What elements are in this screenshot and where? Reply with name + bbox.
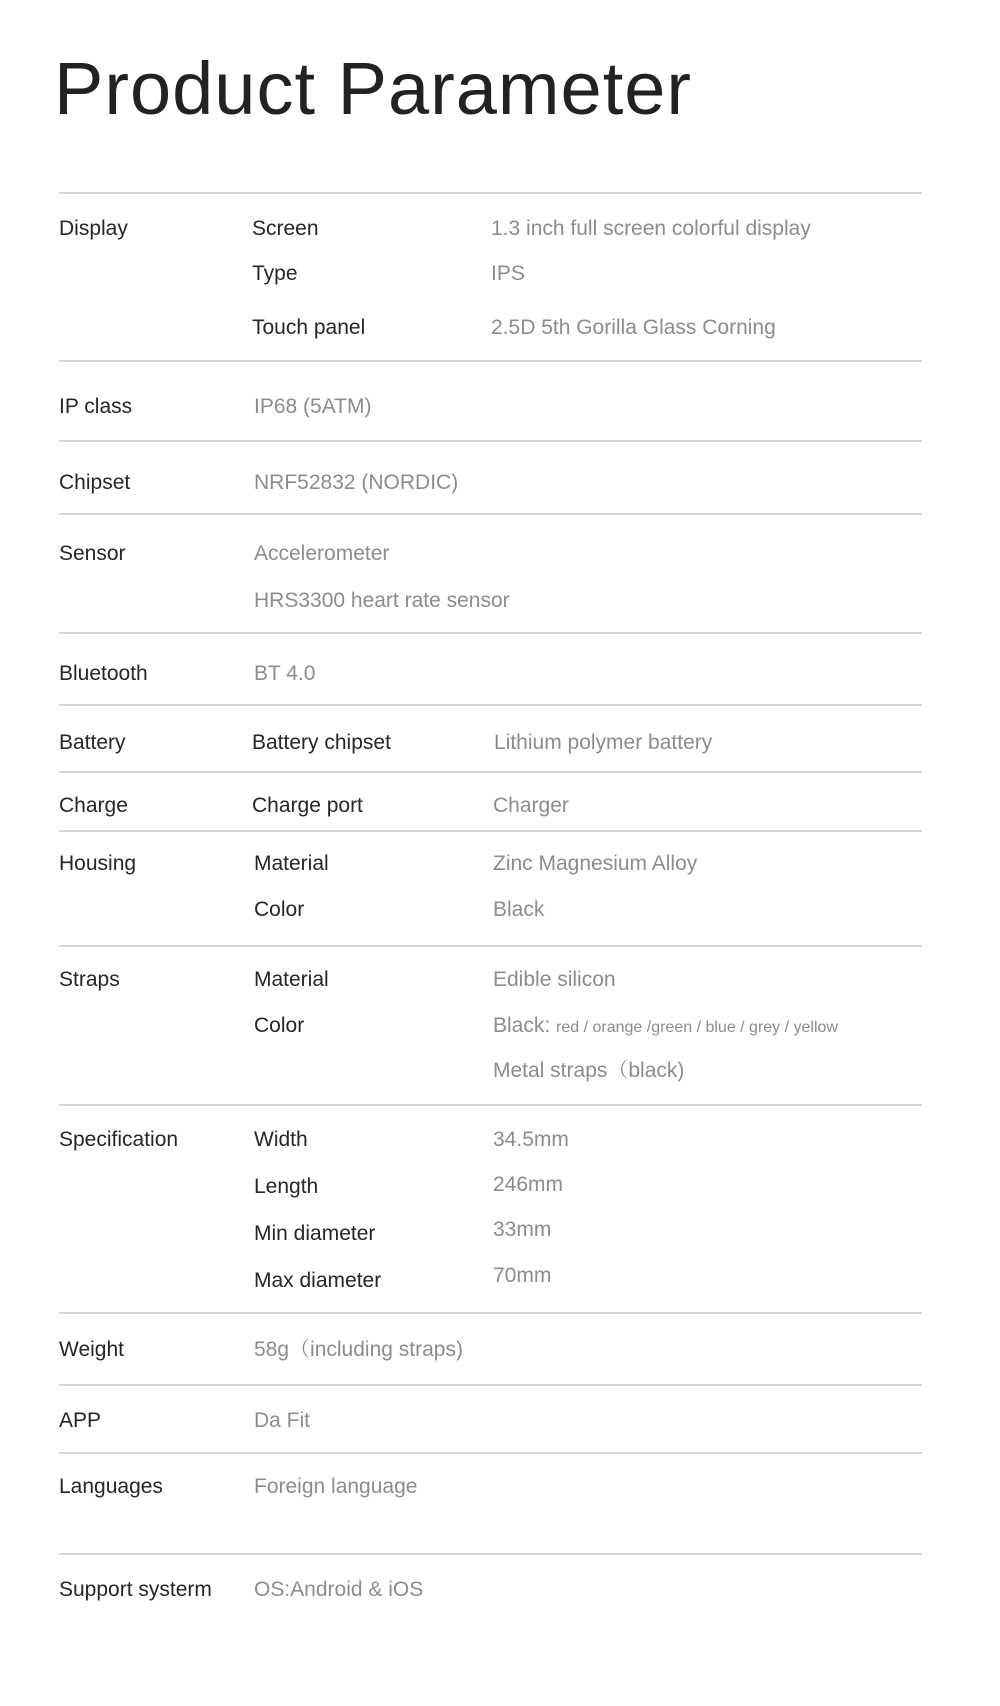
param-label: Material [254,852,329,875]
category-label: Chipset [59,471,131,494]
param-label: Charge port [252,794,363,817]
param-value: BT 4.0 [254,662,316,685]
category-label: Straps [59,968,120,991]
param-value: IPS [491,262,525,285]
param-value: 246mm [493,1173,564,1196]
param-value: 1.3 inch full screen colorful display [491,217,811,240]
param-value: Charger [493,794,569,817]
divider [59,1312,922,1314]
param-label: Color [254,898,305,921]
param-value: Metal straps（black) [493,1059,685,1082]
param-label: Max diameter [254,1269,382,1292]
divider [59,1553,922,1555]
param-value: 58g（including straps) [254,1338,463,1361]
param-value: OS:Android & iOS [254,1578,424,1601]
divider [59,632,922,634]
param-value: Edible silicon [493,968,616,991]
divider [59,1104,922,1106]
param-value: Black [493,898,545,921]
color-lead: Black: [493,1014,551,1037]
category-label: Display [59,217,128,240]
divider [59,830,922,832]
param-value: Accelerometer [254,542,390,565]
param-label: Min diameter [254,1222,376,1245]
param-value: NRF52832 (NORDIC) [254,471,459,494]
divider [59,945,922,947]
param-value [493,1015,838,1036]
param-value: 2.5D 5th Gorilla Glass Corning [491,316,776,339]
divider [59,513,922,515]
category-label: Charge [59,794,128,817]
category-label: IP class [59,395,133,418]
category-label: Bluetooth [59,662,148,685]
param-label: Length [254,1175,319,1198]
param-value: 33mm [493,1218,552,1241]
param-value: Foreign language [254,1475,418,1498]
param-value: IP68 (5ATM) [254,395,372,418]
param-value: 34.5mm [493,1128,569,1151]
category-label: Specification [59,1128,179,1151]
category-label: Weight [59,1338,124,1361]
divider [59,360,922,362]
divider [59,192,922,194]
divider [59,771,922,773]
divider [59,704,922,706]
param-label: Battery chipset [252,731,391,754]
param-value: 70mm [493,1264,552,1287]
param-value: Zinc Magnesium Alloy [493,852,698,875]
category-label: APP [59,1409,102,1432]
category-label: Languages [59,1475,163,1498]
divider [59,440,922,442]
param-label: Touch panel [252,316,366,339]
category-label: Battery [59,731,126,754]
color-options: red / orange /green / blue / grey / yellow [556,1019,838,1036]
category-label: Housing [59,852,137,875]
param-label: Material [254,968,329,991]
category-label: Support systerm [59,1578,212,1601]
param-label: Width [254,1128,308,1151]
param-label: Color [254,1014,305,1037]
divider [59,1452,922,1454]
param-value: Lithium polymer battery [494,731,713,754]
divider [59,1384,922,1386]
param-label: Screen [252,217,319,240]
param-label: Type [252,262,298,285]
param-value: Da Fit [254,1409,311,1432]
page-title: Product Parameter [54,47,693,130]
param-value: HRS3300 heart rate sensor [254,589,510,612]
category-label: Sensor [59,542,126,565]
